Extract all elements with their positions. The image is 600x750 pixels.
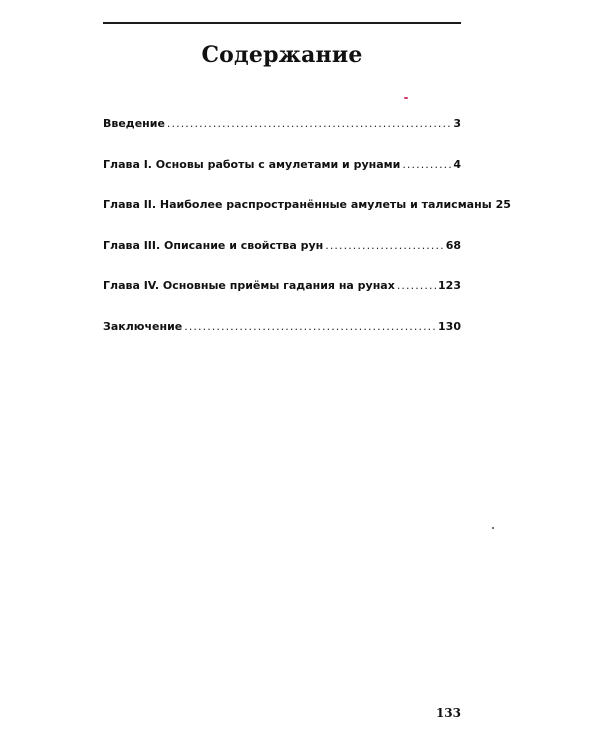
toc-entry-label: Введение <box>103 117 165 130</box>
toc-entry-label: Глава III. Описание и свойства рун <box>103 238 324 252</box>
toc-entry-page: 130 <box>438 319 461 333</box>
top-rule-divider <box>103 22 461 24</box>
dot-leader <box>167 117 451 130</box>
dot-leader <box>397 279 436 292</box>
toc-entry-page: 68 <box>445 238 461 252</box>
dot-leader <box>402 158 451 171</box>
toc-entry-page: 123 <box>438 279 461 292</box>
dot-leader <box>184 320 436 333</box>
toc-entry-chapter-2[interactable] <box>103 198 511 215</box>
toc-entry-label: Заключение <box>103 319 183 333</box>
toc-entry-label: Глава I. Основы работы с амулетами и рунами <box>103 157 401 171</box>
page-title: Содержание <box>201 42 363 68</box>
toc-entry-page: 25 <box>495 198 511 211</box>
toc-entry-chapter-1[interactable] <box>103 158 461 175</box>
toc-entry-page: 3 <box>453 117 461 130</box>
page-number: 133 <box>435 706 461 720</box>
toc-entry-label: Глава IV. Основные приёмы гадания на рунах <box>103 279 395 292</box>
print-speck <box>492 527 494 529</box>
toc-entry-chapter-4[interactable] <box>103 279 461 296</box>
toc-entry-chapter-3[interactable] <box>103 239 461 256</box>
table-of-contents <box>103 117 511 360</box>
toc-entry-conclusion[interactable] <box>103 320 461 337</box>
print-speck <box>404 97 408 99</box>
toc-entry-page: 4 <box>453 157 461 171</box>
toc-entry-label: Глава II. Наиболее распространённые амулеты и талисманы <box>103 198 492 211</box>
dot-leader <box>325 239 443 252</box>
toc-entry-introduction[interactable] <box>103 117 461 134</box>
